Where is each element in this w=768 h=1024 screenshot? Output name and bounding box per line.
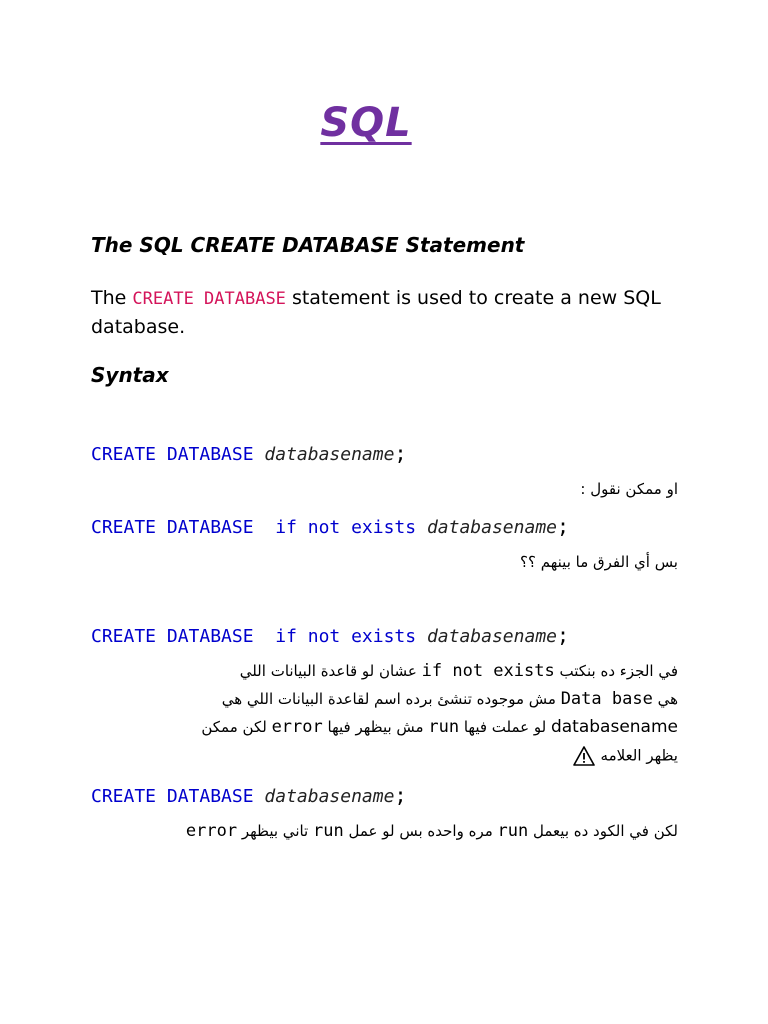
- warning-icon: [573, 746, 595, 766]
- code-semicolon: ;: [394, 441, 407, 465]
- arabic-text: في الجزء ده بنكتب: [554, 662, 678, 680]
- arabic-text: لو عملت فيها: [459, 718, 551, 736]
- code-identifier: databasename: [264, 786, 395, 807]
- code-line-4: [91, 783, 406, 807]
- arabic-text: مره واحده بس لو عمل: [343, 822, 498, 840]
- arabic-text: لكن ممكن: [201, 718, 272, 736]
- section-heading: The SQL CREATE DATABASE Statement: [91, 233, 525, 257]
- code-line-3: [91, 623, 569, 647]
- arabic-explanation-line-3: [201, 717, 678, 737]
- inline-code: run: [497, 821, 529, 841]
- intro-paragraph: [91, 284, 671, 341]
- intro-before: The: [91, 287, 133, 309]
- code-semicolon: ;: [394, 783, 407, 807]
- intro-keyword: CREATE DATABASE: [132, 289, 286, 309]
- arabic-explanation-line-5: [186, 821, 678, 841]
- arabic-text: عشان لو قاعدة البيانات اللي: [239, 662, 422, 680]
- arabic-explanation-line-1: [240, 661, 678, 681]
- inline-code: run: [428, 717, 460, 737]
- code-identifier: databasename: [264, 444, 395, 465]
- intro-after: statement is used to create a new SQL database.: [91, 287, 661, 338]
- code-keyword: CREATE DATABASE if not exists: [91, 517, 427, 538]
- code-keyword: CREATE DATABASE: [91, 444, 265, 465]
- inline-code: if not exists: [421, 661, 555, 681]
- code-keyword: CREATE DATABASE if not exists: [91, 626, 427, 647]
- arabic-text: مش بيظهر فيها: [322, 718, 429, 736]
- arabic-explanation-line-4: [573, 746, 678, 766]
- inline-code: error: [185, 821, 238, 841]
- code-line-2: [91, 514, 569, 538]
- code-identifier: databasename: [426, 626, 557, 647]
- page-title: SQL: [320, 100, 412, 146]
- code-identifier: databasename: [426, 517, 557, 538]
- code-line-1: [91, 441, 406, 465]
- arabic-note-1: او ممكن نقول :: [580, 480, 678, 498]
- code-keyword: CREATE DATABASE: [91, 786, 265, 807]
- inline-code: databasename: [550, 717, 678, 737]
- arabic-text: تاني بيظهر: [237, 822, 314, 840]
- inline-code: Data base: [560, 689, 653, 709]
- inline-code: run: [313, 821, 344, 841]
- arabic-explanation-line-2: [222, 689, 678, 709]
- arabic-text: لكن في الكود ده بيعمل: [528, 822, 678, 840]
- arabic-text: مش موجوده تنشئ برده اسم لقاعدة البيانات اللي هي: [221, 690, 561, 708]
- arabic-text: هي: [652, 690, 678, 708]
- syntax-heading: Syntax: [91, 363, 169, 387]
- code-semicolon: ;: [557, 623, 570, 647]
- code-semicolon: ;: [557, 514, 570, 538]
- inline-code: error: [271, 717, 323, 737]
- arabic-text: يظهر العلامه: [600, 746, 678, 765]
- arabic-note-2: بس أي الفرق ما بينهم ؟؟: [520, 553, 678, 571]
